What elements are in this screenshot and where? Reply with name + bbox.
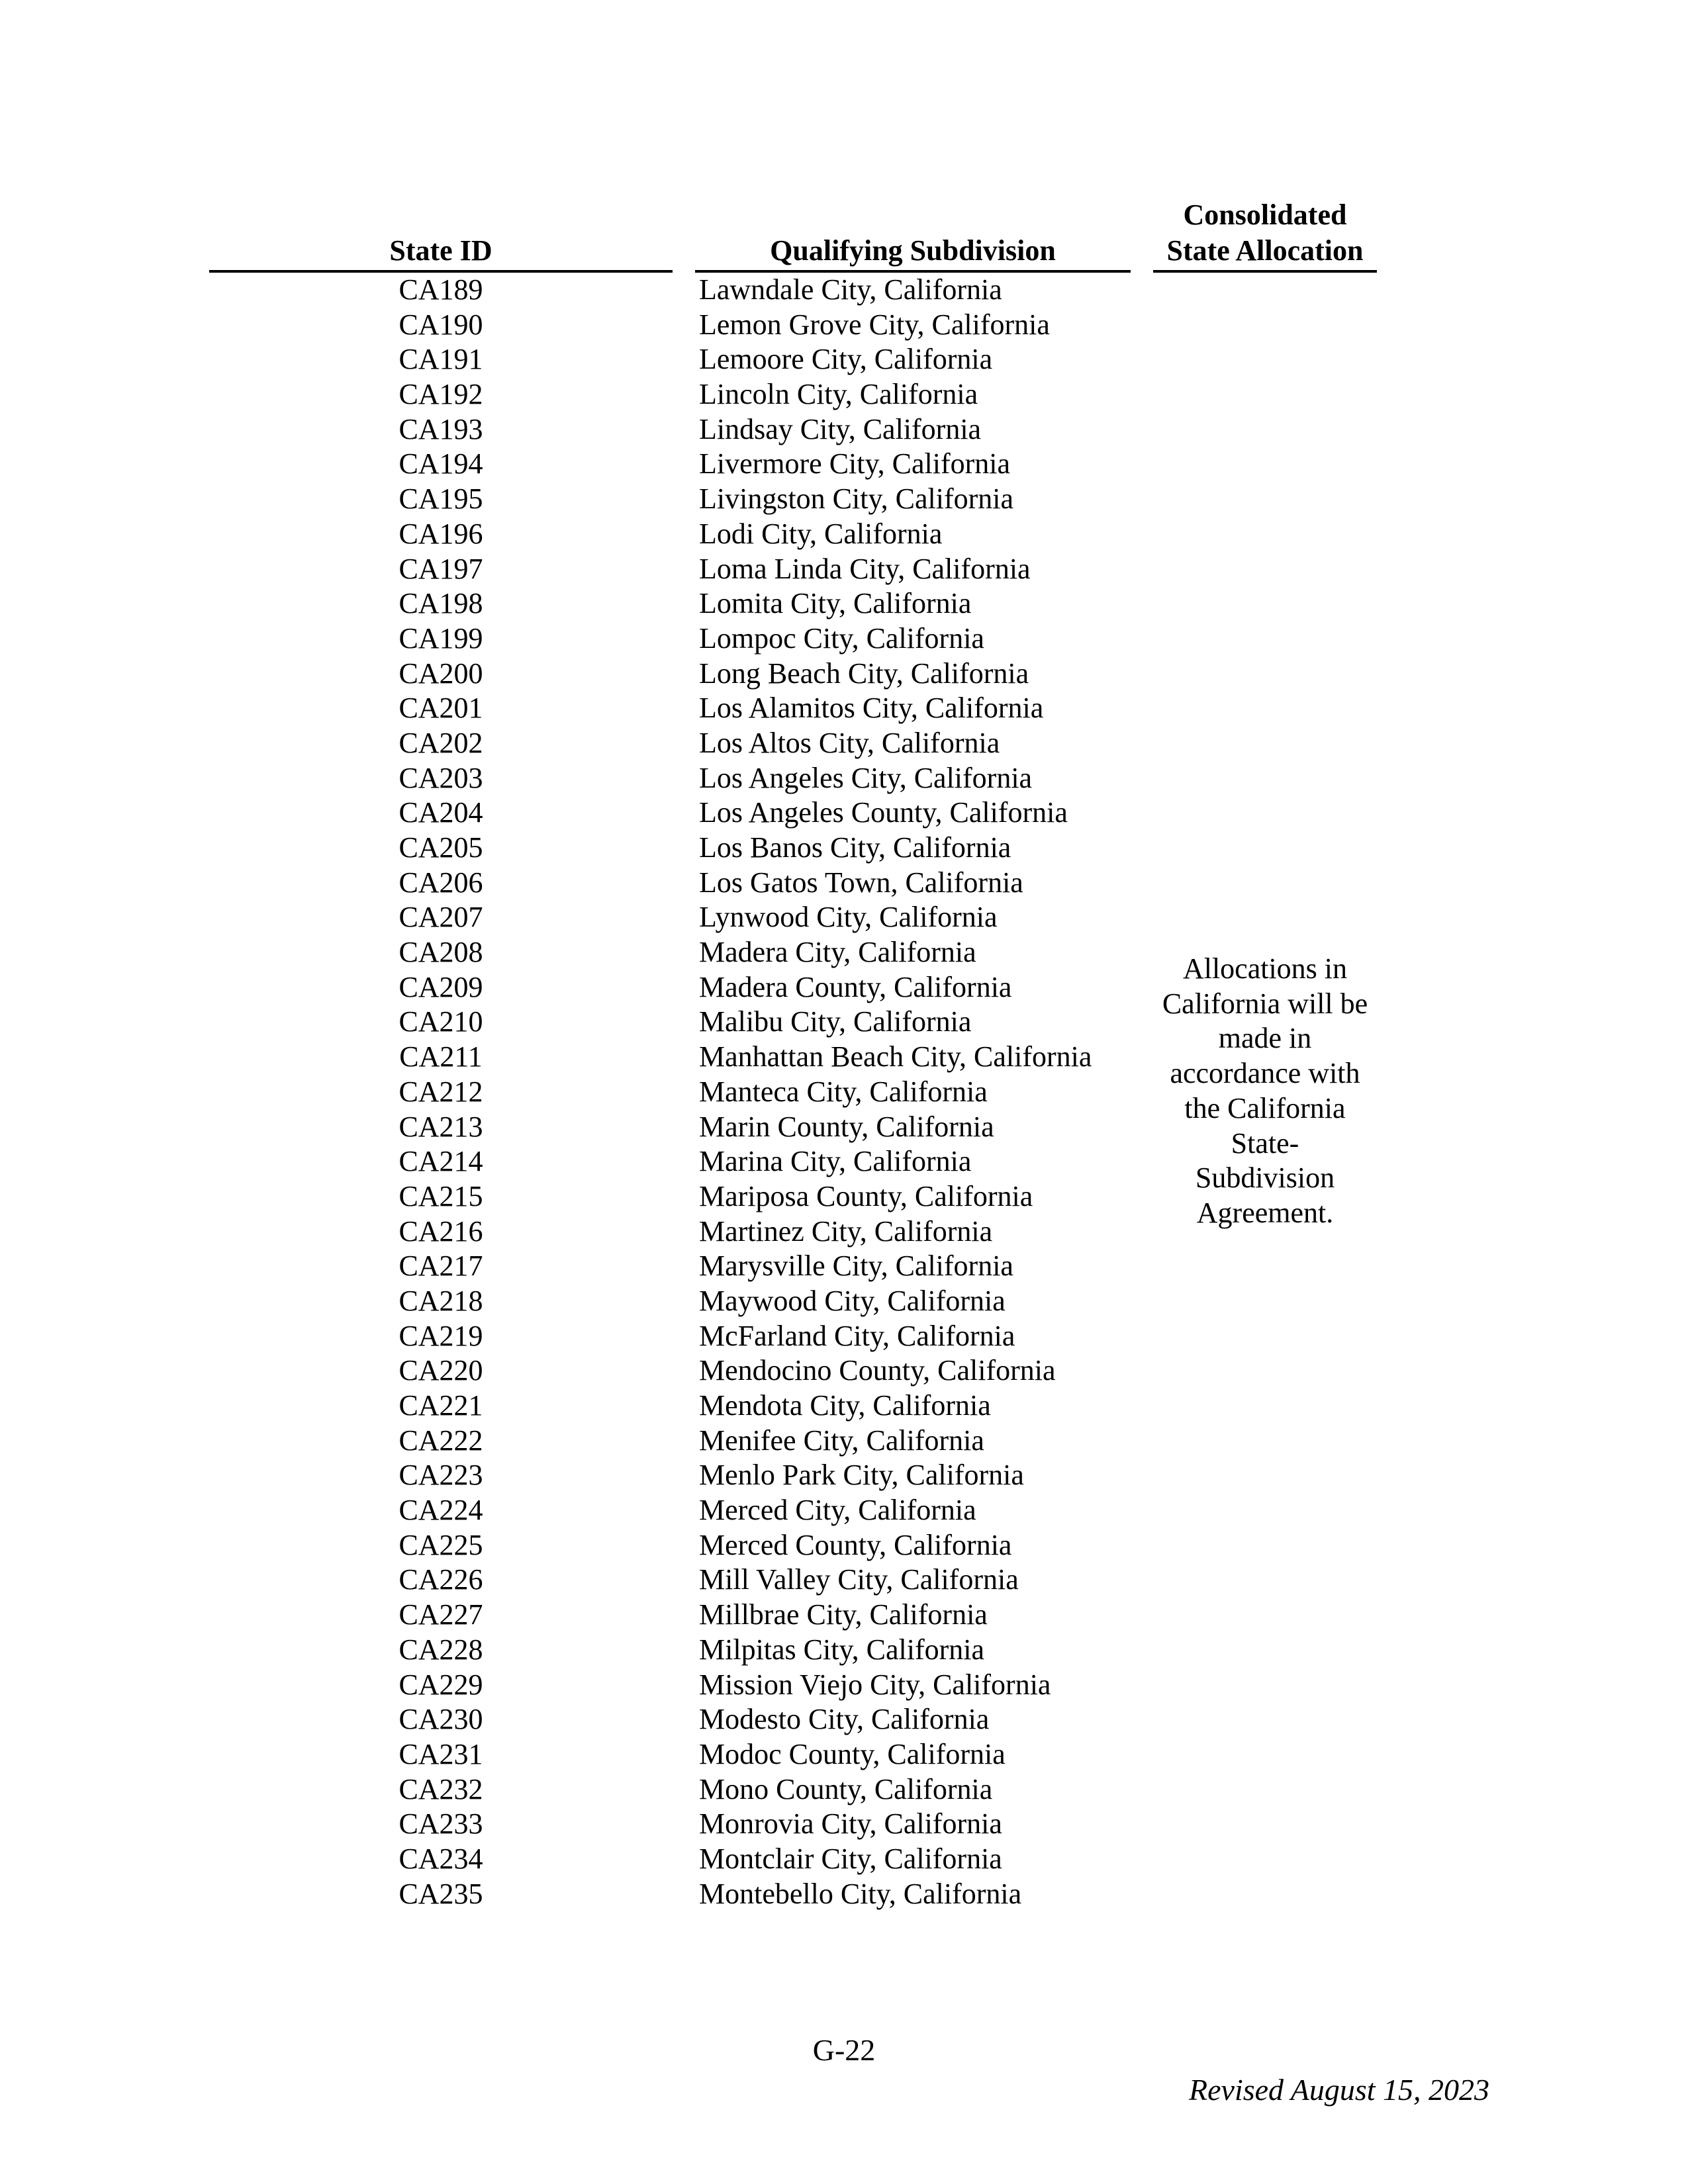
- subdivision-cell: Manhattan Beach City, California: [699, 1040, 1092, 1073]
- state-id-cell: CA197: [399, 552, 483, 585]
- state-id-cell: CA222: [399, 1424, 483, 1457]
- state-id-cell: CA201: [399, 692, 483, 725]
- state-id-cell: CA203: [399, 761, 483, 794]
- table-row: [209, 308, 1136, 343]
- state-id-cell: CA213: [399, 1110, 483, 1143]
- table-row: [209, 1458, 1136, 1493]
- table-row: [209, 796, 1136, 831]
- state-id-cell: CA218: [399, 1284, 483, 1317]
- table-row: [209, 517, 1136, 552]
- table-row: [209, 621, 1136, 657]
- table-row: [209, 377, 1136, 412]
- table-row: [209, 1319, 1136, 1354]
- state-id-cell: CA233: [399, 1807, 483, 1841]
- subdivision-cell: Marin County, California: [699, 1110, 994, 1143]
- subdivision-cell: Menlo Park City, California: [699, 1459, 1024, 1492]
- table-row: [209, 586, 1136, 621]
- table-row: [209, 1284, 1136, 1319]
- table-row: [209, 1842, 1136, 1877]
- state-id-cell: CA194: [399, 447, 483, 480]
- allocation-note-line: made in: [1218, 1022, 1312, 1055]
- subdivision-cell: Lompoc City, California: [699, 621, 984, 655]
- table-row: [209, 1249, 1136, 1284]
- subdivision-cell: Los Alamitos City, California: [699, 692, 1044, 725]
- subdivision-cell: Martinez City, California: [699, 1214, 993, 1248]
- subdivision-cell: Livermore City, California: [699, 447, 1011, 480]
- table-row: [209, 447, 1136, 482]
- allocation-note-line: State-: [1231, 1126, 1299, 1160]
- state-id-cell: CA234: [399, 1842, 483, 1875]
- state-id-cell: CA228: [399, 1633, 483, 1666]
- subdivision-cell: Los Gatos Town, California: [699, 866, 1023, 899]
- subdivision-cell: Mendocino County, California: [699, 1354, 1056, 1387]
- subdivision-cell: Merced City, California: [699, 1494, 976, 1527]
- state-id-cell: CA221: [399, 1389, 483, 1422]
- table-row: [209, 1702, 1136, 1737]
- state-id-cell: CA199: [399, 621, 483, 655]
- table-row: [209, 1493, 1136, 1528]
- subdivision-cell: Modesto City, California: [699, 1703, 990, 1736]
- table-row: [209, 657, 1136, 692]
- state-id-cell: CA232: [399, 1772, 483, 1805]
- subdivision-cell: Los Angeles City, California: [699, 761, 1033, 794]
- state-id-cell: CA209: [399, 970, 483, 1003]
- subdivision-cell: Lomita City, California: [699, 587, 972, 620]
- state-id-cell: CA229: [399, 1668, 483, 1701]
- subdivision-cell: Monrovia City, California: [699, 1807, 1002, 1841]
- state-id-cell: CA235: [399, 1877, 483, 1910]
- header-allocation-line-1: Consolidated: [1183, 199, 1347, 231]
- state-id-cell: CA225: [399, 1528, 483, 1561]
- subdivision-cell: Madera City, California: [699, 936, 976, 969]
- state-id-cell: CA220: [399, 1354, 483, 1387]
- subdivision-cell: Mill Valley City, California: [699, 1563, 1019, 1596]
- subdivision-cell: Los Banos City, California: [699, 831, 1011, 864]
- state-id-cell: CA196: [399, 517, 483, 550]
- state-id-cell: CA223: [399, 1459, 483, 1492]
- subdivision-cell: Modoc County, California: [699, 1737, 1006, 1770]
- header-state-id: State ID: [209, 233, 673, 273]
- table-row: [209, 1563, 1136, 1598]
- table-row: [209, 1353, 1136, 1388]
- table-row: [209, 412, 1136, 447]
- state-id-cell: CA206: [399, 866, 483, 899]
- table-row: [209, 552, 1136, 587]
- state-id-cell: CA204: [399, 796, 483, 829]
- page-number: G-22: [812, 2033, 876, 2067]
- state-id-cell: CA215: [399, 1179, 483, 1212]
- subdivision-cell: McFarland City, California: [699, 1319, 1015, 1352]
- table-row: [209, 1598, 1136, 1633]
- table-row: [209, 1214, 1136, 1250]
- state-id-cell: CA211: [399, 1040, 483, 1073]
- table-row: [209, 1040, 1136, 1075]
- subdivision-cell: Milpitas City, California: [699, 1633, 984, 1666]
- subdivision-cell: Montebello City, California: [699, 1877, 1022, 1910]
- table-row: [209, 1772, 1136, 1807]
- state-id-cell: CA230: [399, 1703, 483, 1736]
- table-row: [209, 1668, 1136, 1703]
- state-id-cell: CA192: [399, 378, 483, 411]
- state-id-cell: CA191: [399, 343, 483, 376]
- state-id-cell: CA226: [399, 1563, 483, 1596]
- header-allocation-line-2: State Allocation: [1166, 234, 1364, 267]
- subdivision-cell: Malibu City, California: [699, 1005, 972, 1038]
- state-id-cell: CA214: [399, 1145, 483, 1178]
- table-row: [209, 1110, 1136, 1145]
- state-id-cell: CA205: [399, 831, 483, 864]
- state-id-cell: CA193: [399, 412, 483, 445]
- state-id-cell: CA190: [399, 308, 483, 341]
- header-qualifying-subdivision: Qualifying Subdivision: [695, 233, 1131, 273]
- state-id-cell: CA202: [399, 726, 483, 759]
- revised-date: Revised August 15, 2023: [1189, 2073, 1489, 2107]
- table-row: [209, 1075, 1136, 1110]
- state-id-cell: CA231: [399, 1737, 483, 1770]
- subdivision-cell: Madera County, California: [699, 970, 1012, 1003]
- table-row: [209, 1388, 1136, 1424]
- table-row: [209, 831, 1136, 866]
- table-row: [209, 1005, 1136, 1040]
- header-consolidated-state-allocation: [1153, 197, 1377, 273]
- subdivision-cell: Long Beach City, California: [699, 657, 1029, 690]
- subdivision-cell: Maywood City, California: [699, 1284, 1006, 1317]
- state-id-cell: CA210: [399, 1005, 483, 1038]
- allocation-note-line: California will be: [1162, 987, 1368, 1020]
- table-row: [209, 691, 1136, 726]
- subdivision-cell: Los Altos City, California: [699, 726, 1000, 759]
- state-id-cell: CA219: [399, 1319, 483, 1352]
- table-row: [209, 273, 1136, 308]
- subdivision-cell: Lawndale City, California: [699, 273, 1002, 306]
- state-id-cell: CA224: [399, 1494, 483, 1527]
- table-row: [209, 1877, 1136, 1912]
- table-row: [209, 342, 1136, 377]
- state-id-cell: CA200: [399, 657, 483, 690]
- table-row: [209, 866, 1136, 901]
- state-id-cell: CA227: [399, 1598, 483, 1631]
- subdivision-cell: Livingston City, California: [699, 482, 1013, 516]
- table-row: [209, 1528, 1136, 1563]
- subdivision-cell: Lincoln City, California: [699, 378, 978, 411]
- table-body: [209, 273, 1136, 1911]
- table-row: [209, 935, 1136, 970]
- allocation-note-line: Agreement.: [1196, 1196, 1334, 1229]
- table-row: [209, 1807, 1136, 1842]
- subdivision-cell: Los Angeles County, California: [699, 796, 1068, 829]
- subdivision-cell: Loma Linda City, California: [699, 552, 1031, 585]
- state-id-cell: CA189: [399, 273, 483, 306]
- subdivision-cell: Marina City, California: [699, 1145, 972, 1178]
- subdivision-cell: Lemon Grove City, California: [699, 308, 1050, 341]
- subdivision-cell: Mariposa County, California: [699, 1179, 1033, 1212]
- subdivision-cell: Lemoore City, California: [699, 343, 993, 376]
- subdivision-cell: Merced County, California: [699, 1528, 1012, 1561]
- state-id-cell: CA217: [399, 1250, 483, 1283]
- table-row: [209, 1144, 1136, 1179]
- subdivision-cell: Lynwood City, California: [699, 901, 998, 934]
- table-row: [209, 482, 1136, 517]
- subdivision-cell: Lindsay City, California: [699, 412, 982, 445]
- subdivision-cell: Montclair City, California: [699, 1842, 1002, 1875]
- table-row: [209, 1424, 1136, 1459]
- allocation-note-line: accordance with: [1170, 1057, 1360, 1090]
- subdivision-cell: Lodi City, California: [699, 517, 943, 550]
- table-row: [209, 761, 1136, 796]
- allocation-note-line: Subdivision: [1195, 1161, 1335, 1195]
- allocation-note: [1153, 952, 1377, 1231]
- state-id-cell: CA212: [399, 1075, 483, 1108]
- table-row: [209, 1633, 1136, 1668]
- allocation-note-line: Allocations in: [1182, 952, 1348, 985]
- table-row: [209, 1737, 1136, 1772]
- state-id-cell: CA198: [399, 587, 483, 620]
- subdivision-cell: Menifee City, California: [699, 1424, 984, 1457]
- subdivision-cell: Manteca City, California: [699, 1075, 988, 1108]
- state-id-cell: CA216: [399, 1214, 483, 1248]
- table-row: [209, 970, 1136, 1005]
- table-row: [209, 1179, 1136, 1214]
- table-row: [209, 900, 1136, 935]
- subdivision-cell: Marysville City, California: [699, 1250, 1013, 1283]
- subdivision-cell: Mission Viejo City, California: [699, 1668, 1051, 1701]
- state-id-cell: CA195: [399, 482, 483, 516]
- subdivision-cell: Millbrae City, California: [699, 1598, 988, 1631]
- state-id-cell: CA208: [399, 936, 483, 969]
- subdivision-cell: Mono County, California: [699, 1772, 993, 1805]
- allocation-note-line: the California: [1184, 1091, 1346, 1124]
- subdivision-cell: Mendota City, California: [699, 1389, 991, 1422]
- table-row: [209, 726, 1136, 761]
- state-id-cell: CA207: [399, 901, 483, 934]
